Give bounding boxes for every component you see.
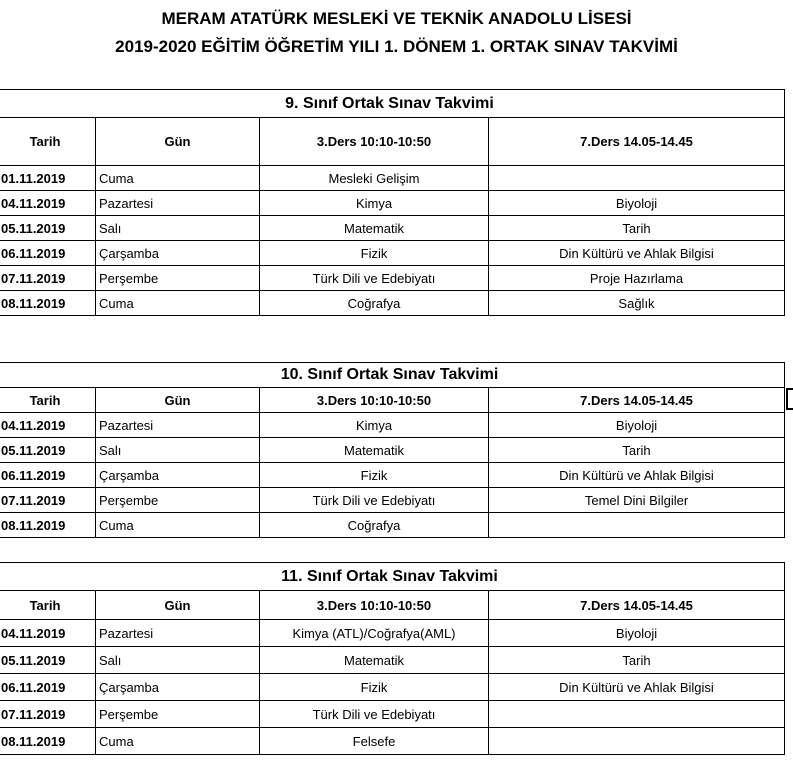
table-row bbox=[0, 674, 785, 701]
period-7-cell: Tarih bbox=[489, 216, 785, 241]
date-cell: 07.11.2019 bbox=[0, 701, 96, 728]
period-7-cell: Sağlık bbox=[489, 291, 785, 316]
date-cell: 06.11.2019 bbox=[0, 463, 96, 488]
table-row bbox=[0, 438, 785, 463]
header-period-3: 3.Ders 10:10-10:50 bbox=[260, 388, 489, 413]
period-3-cell: Kimya (ATL)/Coğrafya(AML) bbox=[260, 620, 489, 647]
period-7-cell bbox=[489, 166, 785, 191]
period-3-cell: Matematik bbox=[260, 647, 489, 674]
date-cell: 04.11.2019 bbox=[0, 413, 96, 438]
day-cell: Cuma bbox=[96, 166, 260, 191]
period-7-cell: Din Kültürü ve Ahlak Bilgisi bbox=[489, 241, 785, 266]
header-row bbox=[0, 388, 785, 413]
period-7-cell: Temel Dini Bilgiler bbox=[489, 488, 785, 513]
period-3-cell: Kimya bbox=[260, 191, 489, 216]
grade-9-schedule-table bbox=[0, 89, 785, 316]
table-row bbox=[0, 291, 785, 316]
table-row bbox=[0, 216, 785, 241]
table-row bbox=[0, 701, 785, 728]
period-3-cell: Matematik bbox=[260, 216, 489, 241]
header-period-7: 7.Ders 14.05-14.45 bbox=[489, 118, 785, 166]
date-cell: 07.11.2019 bbox=[0, 266, 96, 291]
table-row bbox=[0, 266, 785, 291]
table-row bbox=[0, 463, 785, 488]
period-7-cell: Proje Hazırlama bbox=[489, 266, 785, 291]
period-7-cell: Biyoloji bbox=[489, 413, 785, 438]
day-cell: Salı bbox=[96, 216, 260, 241]
table-row bbox=[0, 166, 785, 191]
selection-bracket bbox=[786, 388, 793, 410]
period-7-cell: Tarih bbox=[489, 647, 785, 674]
table-row bbox=[0, 413, 785, 438]
table-caption-row bbox=[0, 563, 785, 591]
date-cell: 04.11.2019 bbox=[0, 620, 96, 647]
school-title: MERAM ATATÜRK MESLEKİ VE TEKNİK ANADOLU LİSESİ bbox=[161, 9, 632, 28]
period-7-cell: Biyoloji bbox=[489, 620, 785, 647]
table-row bbox=[0, 647, 785, 674]
table-caption: 10. Sınıf Ortak Sınav Takvimi bbox=[0, 363, 785, 388]
table-caption: 11. Sınıf Ortak Sınav Takvimi bbox=[0, 563, 785, 591]
header-row bbox=[0, 591, 785, 620]
period-3-cell: Mesleki Gelişim bbox=[260, 166, 489, 191]
header-period-7: 7.Ders 14.05-14.45 bbox=[489, 591, 785, 620]
date-cell: 07.11.2019 bbox=[0, 488, 96, 513]
header-date: Tarih bbox=[0, 118, 96, 166]
period-3-cell: Fizik bbox=[260, 241, 489, 266]
day-cell: Çarşamba bbox=[96, 463, 260, 488]
day-cell: Perşembe bbox=[96, 488, 260, 513]
period-3-cell: Türk Dili ve Edebiyatı bbox=[260, 488, 489, 513]
table-row bbox=[0, 620, 785, 647]
date-cell: 05.11.2019 bbox=[0, 438, 96, 463]
table-row bbox=[0, 241, 785, 266]
header-row bbox=[0, 118, 785, 166]
period-7-cell: Biyoloji bbox=[489, 191, 785, 216]
header-period-7: 7.Ders 14.05-14.45 bbox=[489, 388, 785, 413]
period-3-cell: Kimya bbox=[260, 413, 489, 438]
period-7-cell bbox=[489, 513, 785, 538]
table-caption-row bbox=[0, 363, 785, 388]
period-3-cell: Fizik bbox=[260, 463, 489, 488]
date-cell: 05.11.2019 bbox=[0, 647, 96, 674]
exam-schedule-title: 2019-2020 EĞİTİM ÖĞRETİM YILI 1. DÖNEM 1. ORTAK SINAV TAKVİMİ bbox=[115, 37, 678, 56]
date-cell: 01.11.2019 bbox=[0, 166, 96, 191]
day-cell: Cuma bbox=[96, 728, 260, 755]
day-cell: Pazartesi bbox=[96, 620, 260, 647]
date-cell: 08.11.2019 bbox=[0, 513, 96, 538]
header-date: Tarih bbox=[0, 591, 96, 620]
header-day: Gün bbox=[96, 591, 260, 620]
table-row bbox=[0, 728, 785, 755]
table-row bbox=[0, 191, 785, 216]
table-row bbox=[0, 488, 785, 513]
date-cell: 06.11.2019 bbox=[0, 674, 96, 701]
date-cell: 04.11.2019 bbox=[0, 191, 96, 216]
header-period-3: 3.Ders 10:10-10:50 bbox=[260, 591, 489, 620]
day-cell: Cuma bbox=[96, 291, 260, 316]
period-3-cell: Coğrafya bbox=[260, 291, 489, 316]
period-3-cell: Coğrafya bbox=[260, 513, 489, 538]
header-day: Gün bbox=[96, 388, 260, 413]
date-cell: 06.11.2019 bbox=[0, 241, 96, 266]
period-7-cell: Din Kültürü ve Ahlak Bilgisi bbox=[489, 463, 785, 488]
period-3-cell: Fizik bbox=[260, 674, 489, 701]
period-7-cell bbox=[489, 701, 785, 728]
day-cell: Pazartesi bbox=[96, 413, 260, 438]
period-3-cell: Türk Dili ve Edebiyatı bbox=[260, 266, 489, 291]
period-7-cell bbox=[489, 728, 785, 755]
period-3-cell: Matematik bbox=[260, 438, 489, 463]
grade-10-schedule-table bbox=[0, 362, 785, 538]
day-cell: Salı bbox=[96, 438, 260, 463]
table-row bbox=[0, 513, 785, 538]
period-3-cell: Felsefe bbox=[260, 728, 489, 755]
header-period-3: 3.Ders 10:10-10:50 bbox=[260, 118, 489, 166]
date-cell: 05.11.2019 bbox=[0, 216, 96, 241]
date-cell: 08.11.2019 bbox=[0, 291, 96, 316]
day-cell: Perşembe bbox=[96, 266, 260, 291]
table-caption-row bbox=[0, 90, 785, 118]
day-cell: Perşembe bbox=[96, 701, 260, 728]
header-day: Gün bbox=[96, 118, 260, 166]
day-cell: Cuma bbox=[96, 513, 260, 538]
date-cell: 08.11.2019 bbox=[0, 728, 96, 755]
table-caption: 9. Sınıf Ortak Sınav Takvimi bbox=[0, 90, 785, 118]
period-7-cell: Din Kültürü ve Ahlak Bilgisi bbox=[489, 674, 785, 701]
day-cell: Salı bbox=[96, 647, 260, 674]
day-cell: Pazartesi bbox=[96, 191, 260, 216]
header-date: Tarih bbox=[0, 388, 96, 413]
day-cell: Çarşamba bbox=[96, 241, 260, 266]
grade-11-schedule-table bbox=[0, 562, 785, 755]
period-7-cell: Tarih bbox=[489, 438, 785, 463]
day-cell: Çarşamba bbox=[96, 674, 260, 701]
period-3-cell: Türk Dili ve Edebiyatı bbox=[260, 701, 489, 728]
